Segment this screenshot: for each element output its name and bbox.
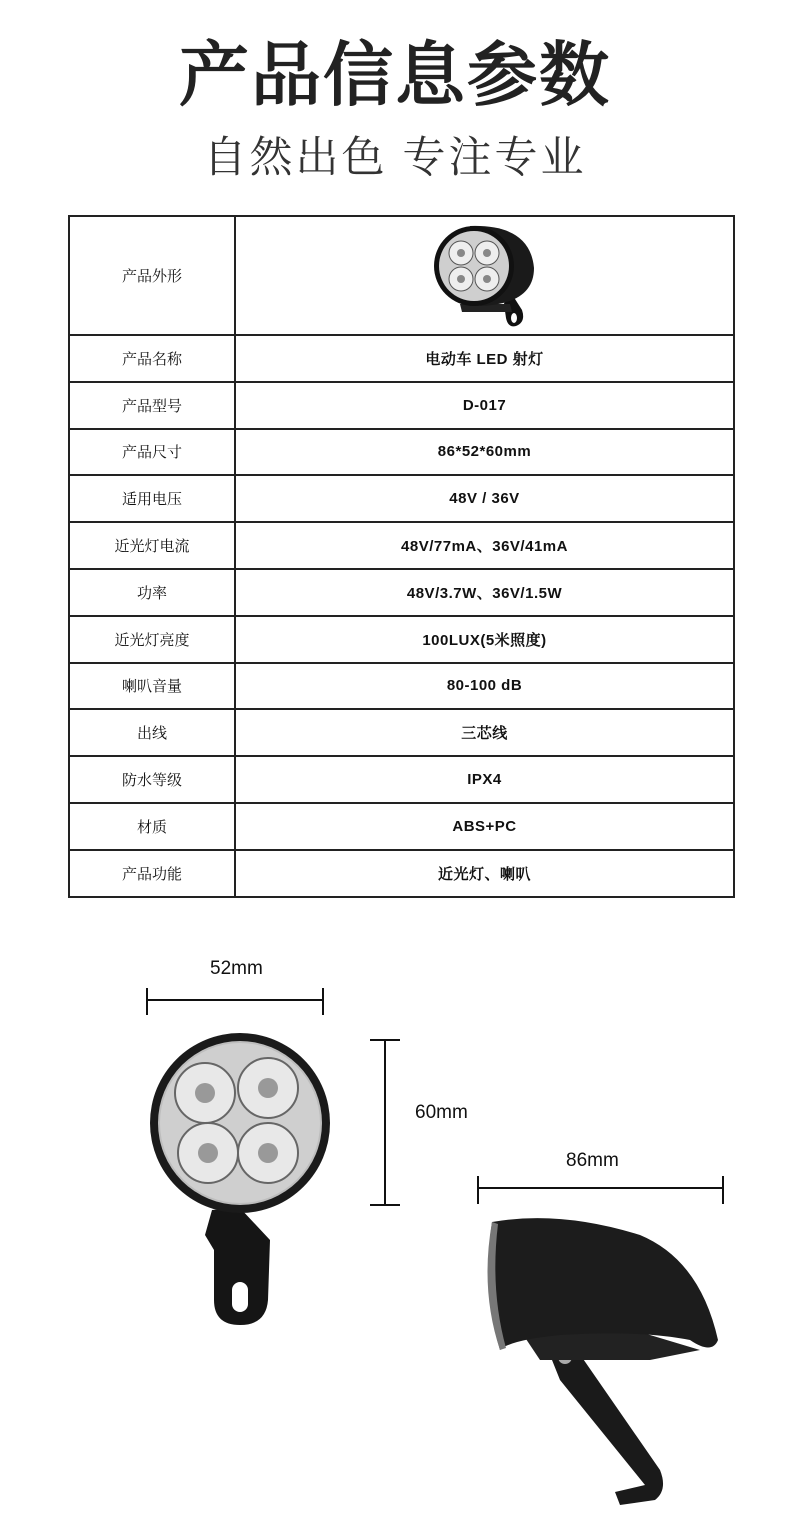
spec-label: 防水等级	[69, 756, 235, 803]
spec-label: 产品功能	[69, 850, 235, 897]
width-dimension-label: 52mm	[210, 958, 263, 979]
spec-value: 48V / 36V	[235, 475, 734, 522]
spec-value: D-017	[235, 382, 734, 429]
spec-value: 48V/3.7W、36V/1.5W	[235, 569, 734, 616]
spec-value: 近光灯、喇叭	[235, 850, 734, 897]
spec-value: ABS+PC	[235, 803, 734, 850]
spec-label: 材质	[69, 803, 235, 850]
spec-label: 喇叭音量	[69, 663, 235, 710]
page-subtitle: 自然出色 专注专业	[203, 134, 587, 182]
spec-label: 功率	[69, 569, 235, 616]
spec-value: 86*52*60mm	[235, 429, 734, 476]
spec-value: 80-100 dB	[235, 663, 734, 710]
spec-value: 电动车 LED 射灯	[235, 335, 734, 382]
spec-label: 近光灯电流	[69, 522, 235, 569]
spec-value: 48V/77mA、36V/41mA	[235, 522, 734, 569]
spec-value: 100LUX(5米照度)	[235, 616, 734, 663]
height-dimension-line	[370, 1040, 400, 1205]
spec-label: 出线	[69, 709, 235, 756]
height-dimension-label: 60mm	[415, 1102, 468, 1123]
lamp-side-view-image	[488, 1218, 719, 1505]
length-dimension-line	[478, 1176, 723, 1204]
spec-label: 产品外形	[69, 216, 235, 335]
spec-value: 三芯线	[235, 709, 734, 756]
spec-label: 近光灯亮度	[69, 616, 235, 663]
length-dimension-label: 86mm	[566, 1150, 619, 1171]
page-title: 产品信息参数	[179, 36, 611, 114]
spec-label: 适用电压	[69, 475, 235, 522]
lamp-front-view-image	[150, 1033, 330, 1325]
width-dimension-line	[147, 988, 323, 1015]
spec-label: 产品名称	[69, 335, 235, 382]
spec-label: 产品尺寸	[69, 429, 235, 476]
spec-label: 产品型号	[69, 382, 235, 429]
spec-value: IPX4	[235, 756, 734, 803]
